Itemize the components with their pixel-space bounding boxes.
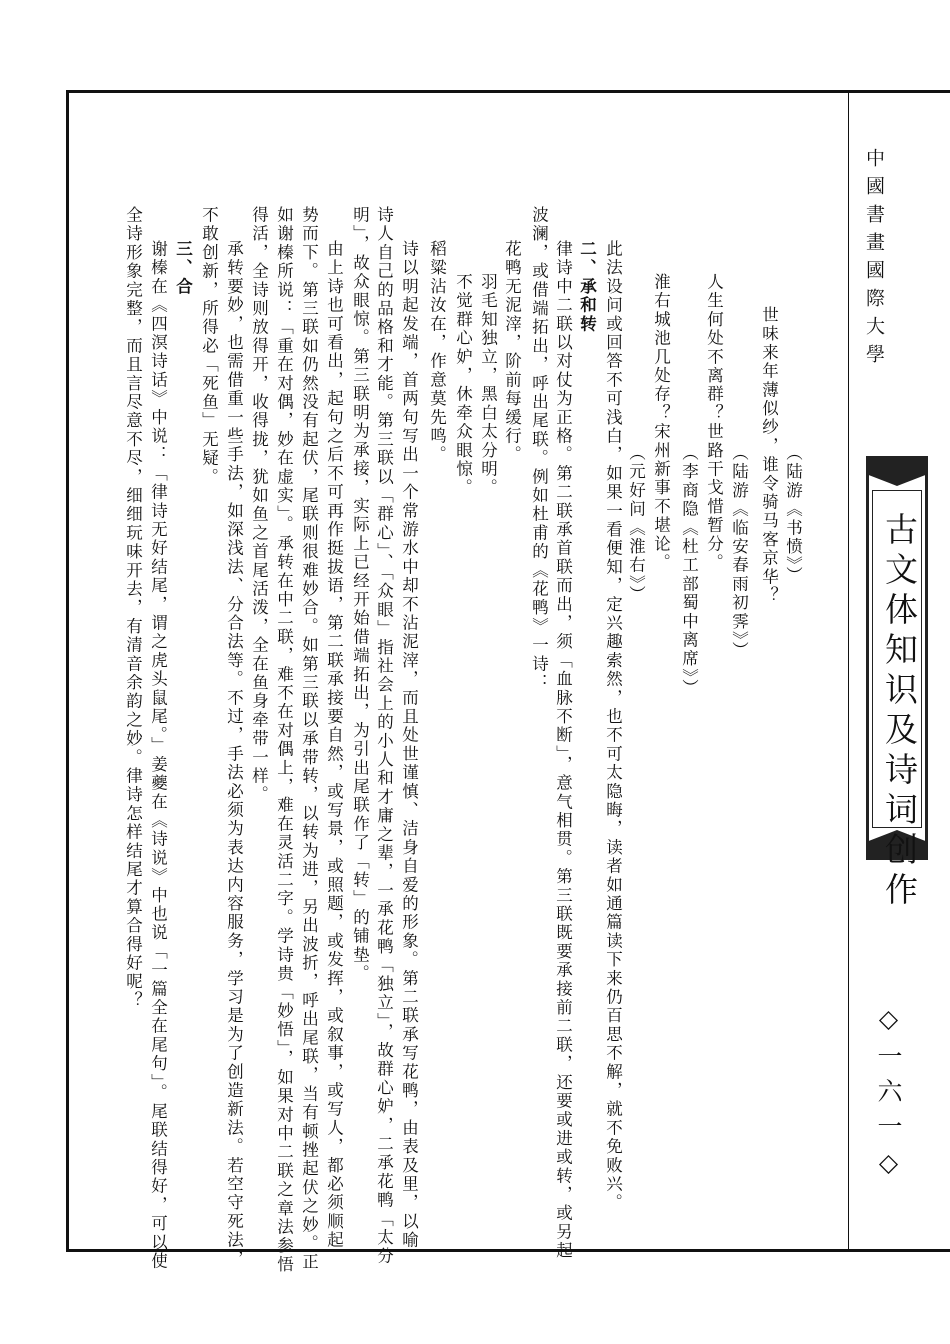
book-title: 古文体知识及诗词创作 <box>880 512 919 912</box>
text-column: 此法设问或回答不可浅白，如果一看便知，定兴趣索然，也不可太隐晦，读者如通篇读下来仍百思不解，就不免败兴。 <box>603 240 623 1213</box>
school-name: 中國書畫國際大學 <box>863 148 885 372</box>
text-column: 世味来年薄似纱，谁令骑马客京华？ <box>759 306 779 606</box>
poem-line: 花鸭无泥滓，阶前每缓行。 <box>502 240 522 465</box>
text-column: 承转要妙，也需借重一些手法，如深浅法、分合法等。不过，手法必须为表达内容服务，学习是为了创造新法。若空守死法， <box>224 240 244 1269</box>
text-column: 律诗中二联以对仗为正格。第二联承首联而出，须「血脉不断」，意气相贯。第三联既要承接前二联，还要或进或转，或另起 <box>553 240 573 1261</box>
text-column: 不敢创新，所得必「死鱼」无疑。 <box>199 206 219 487</box>
text-column: 得活，全诗则放得开，收得拢，犹如鱼之首尾活泼，全在鱼身牵带一样。 <box>249 206 269 805</box>
text-column: 波澜，或借端拓出，呼出尾联。例如杜甫的《花鸭》一诗： <box>529 206 549 693</box>
text-column: 由上诗也可看出，起句之后不可再作挺拔语，第二联承接要自然，或写景，或照题，或发挥，或叙事，或写人，都必须顺起 <box>324 240 344 1250</box>
text-column: 诗人自己的品格和才能。第三联以「群心」、「众眼」指社会上的小人和才庸之辈，一承花鸭「独立」，故群心妒，二承花鸭「太分 <box>374 206 394 1266</box>
section-heading: 二、承和转 <box>577 240 597 334</box>
banner-rail-right <box>925 470 928 852</box>
text-column: （李商隐《杜工部蜀中离席》） <box>679 444 699 698</box>
section-heading: 三、合 <box>173 240 193 297</box>
text-column: 人生何处不离群？世路干戈惜暂分。 <box>704 273 724 573</box>
text-column: 如谢榛所说：「重在对偶，妙在虚实」。承转在中二联，难不在对偶上，难在灵活二字。学诗贵「妙悟」，如果对中二联之章法参悟 <box>274 206 294 1275</box>
text-column: （陆游《书愤》） <box>783 444 803 586</box>
page-number: ◇一六一◇ <box>874 1004 903 1187</box>
text-column: 淮右城池几处存？宋州新事不堪论。 <box>651 273 671 573</box>
poem-line: 稻粱沾汝在，作意莫先鸣。 <box>427 240 447 465</box>
text-column: （元好问《淮右》） <box>626 444 646 605</box>
text-column: （陆游《临安春雨初霁》） <box>729 444 749 661</box>
poem-line: 羽毛知独立，黑白太分明。 <box>478 273 498 498</box>
text-column: 诗以明起发端，首两句写出一个常游水中却不沾泥滓，而且处世谨慎、洁身自爱的形象。第二联承写花鸭，由表及里，以喻 <box>399 240 419 1250</box>
text-column: 势而下。第三联如仍然没有起伏，尾联则很难妙合。如第三联以承带转，以转为进，另出波折，呼出尾联，当有顿挫起伏之妙。正 <box>299 206 319 1272</box>
header-divider <box>848 92 849 1250</box>
poem-line: 不觉群心妒，休牵众眼惊。 <box>453 273 473 498</box>
text-column: 明」，故众眼惊。第三联明为承接，实际上已经开始借端拓出，为引出尾联作了「转」的铺垫。 <box>350 206 370 984</box>
text-column: 全诗形象完整，而且言尽意不尽，细细玩味开去，有清音余韵之妙。律诗怎样结尾才算合得好呢？ <box>123 206 143 1011</box>
banner-rail-left <box>866 470 869 852</box>
text-column: 谢榛在《四溟诗话》中说：「律诗无好结尾，谓之虎头鼠尾。」姜夔在《诗说》中也说「一篇全在尾句」。尾联结得好，可以使 <box>148 240 168 1271</box>
